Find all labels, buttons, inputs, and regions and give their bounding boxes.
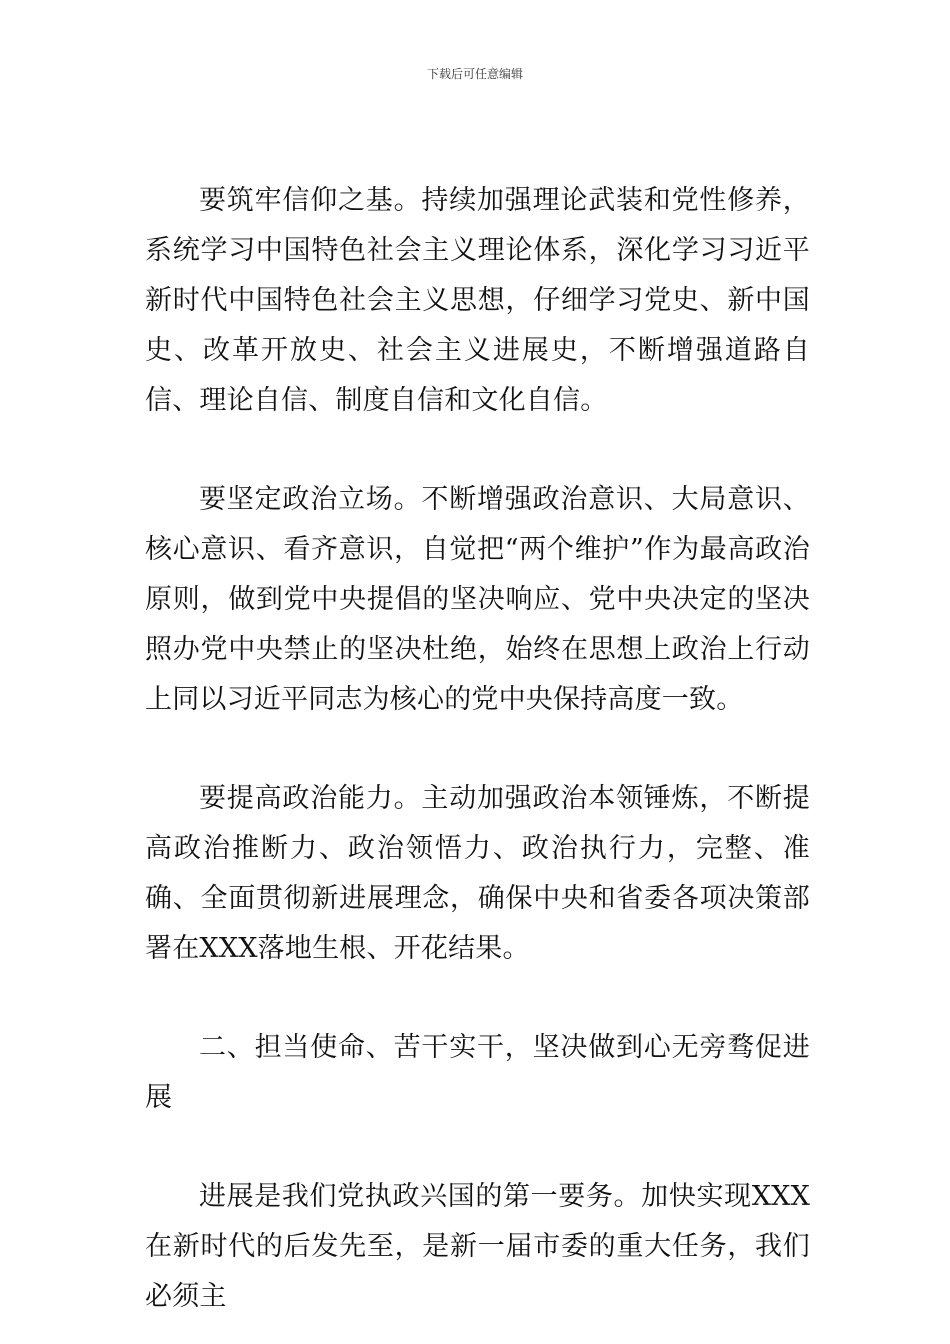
page-header-note: 下载后可任意编辑: [426, 67, 523, 81]
paragraph-political-stance: 要坚定政治立场。不断增强政治意识、大局意识、核心意识、看齐意识，自觉把“两个维护”作为最高政治原则，做到党中央提倡的坚决响应、党中央决定的坚决照办党中央禁止的坚决杜绝，始终在思想上政治上行动上同以习近平同志为核心的党中央保持高度一致。: [145, 484, 810, 715]
section-heading-two: 二、担当使命、苦干实干，坚决做到心无旁骛促进展: [145, 1032, 810, 1113]
document-body: [145, 176, 810, 1322]
paragraph-political-ability: 要提高政治能力。主动加强政治本领锤炼，不断提高政治推断力、政治领悟力、政治执行力，完整、准确、全面贯彻新进展理念，确保中央和省委各项决策部署在XXX落地生根、开花结果。: [145, 783, 810, 964]
paragraph-development: 进展是我们党执政兴国的第一要务。加快实现XXX在新时代的后发先至，是新一届市委的重大任务，我们必须主: [145, 1181, 810, 1312]
paragraph-faith-foundation: 要筑牢信仰之基。持续加强理论武装和党性修养，系统学习中国特色社会主义理论体系，深化学习习近平新时代中国特色社会主义思想，仔细学习党史、新中国史、改革开放史、社会主义进展史，不断增强道路自信、理论自信、制度自信和文化自信。: [145, 185, 810, 416]
